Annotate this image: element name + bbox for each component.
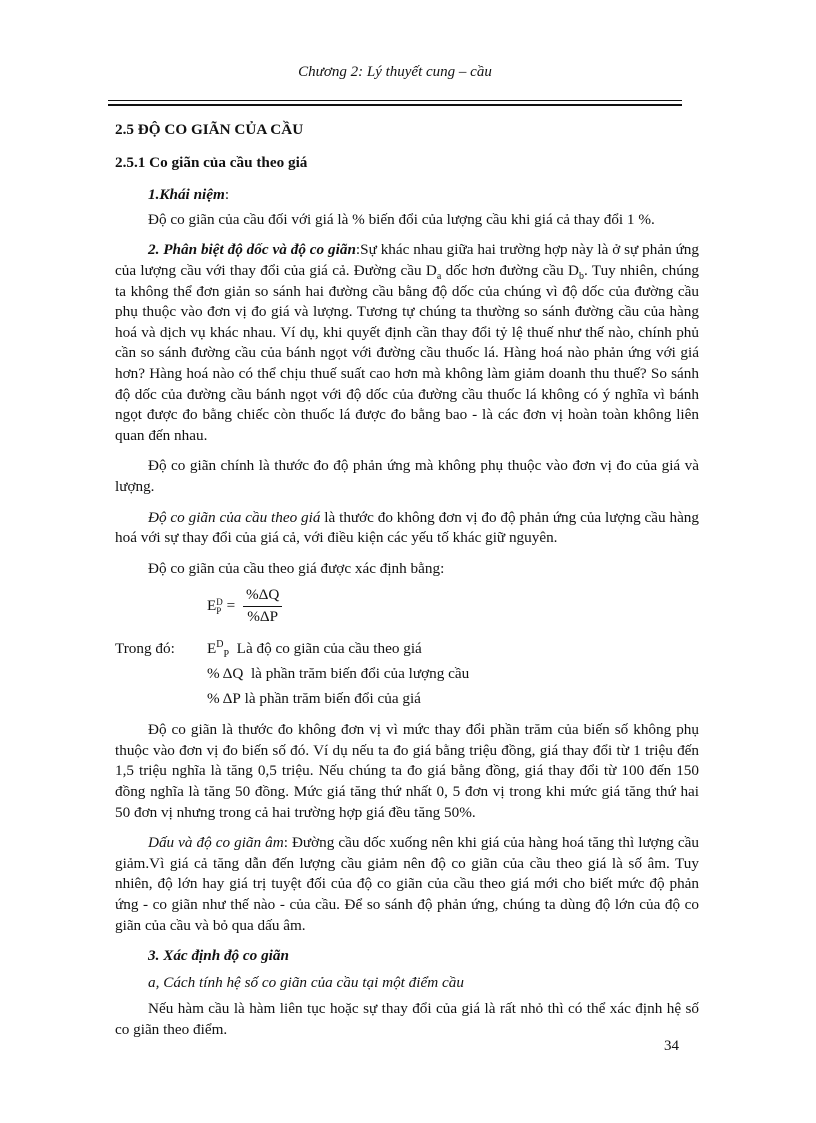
header-rule-thick bbox=[108, 104, 682, 106]
where-desc: là phần trăm biến đổi của lượng cầu bbox=[243, 665, 470, 683]
distinction-text-c: . Tuy nhiên, chúng ta không thể đơn giản so sánh hai đường cầu bằng độ dốc của chúng vì độ dốc của đường cầu phụ thuộc vào đơn vị đo giá và lượng. Tương tự chúng ta thường so sánh đường cầu của hàng hoá và dịch vụ khác nhau. Ví dụ, khi quyết định cần thay đổi tỷ lệ thuế như thế nào, chính phủ cần so sánh đường cầu của bánh ngọt với đường cầu thuốc lá. Hàng hoá nào phản ứng với giá hơn? Hàng hoá nào có thể chịu thuế suất cao hơn mà không làm giảm doanh thu thuế? So sánh độ dốc của đường cầu bánh ngọt với độ dốc của đường cầu thuốc lá không có ý nghĩa vì bánh ngọt được đo bằng chiếc còn thuốc lá được đo bằng bao - là các đơn vị hoàn toàn không liên quan đến nhau. bbox=[115, 261, 700, 444]
where-symbol-sub: P bbox=[223, 649, 230, 661]
sign-paragraph bbox=[115, 833, 699, 936]
definition-term: Độ co giãn của cầu theo giá bbox=[148, 508, 321, 526]
chapter-header: Chương 2: Lý thuyết cung – cầu bbox=[298, 64, 492, 80]
definition-text: là thước đo không đơn vị đo độ phản ứng của lượng cầu hàng hoá với sự thay đổi của giá cả, với điều kiện các yếu tố khác giữ nguyên. bbox=[115, 508, 699, 547]
formula-fraction bbox=[243, 585, 282, 627]
where-row bbox=[115, 662, 699, 687]
subsection-heading: 2.5.1 Co giãn của cầu theo giá bbox=[115, 153, 308, 171]
concept-label: 1.Khái niệm bbox=[148, 186, 225, 204]
where-symbol: % ΔQ bbox=[207, 665, 244, 683]
determine-paragraph: Nếu hàm cầu là hàm liên tục hoặc sự thay đổi của giá là rất nhỏ thì có thể xác định hệ số co giãn theo điểm. bbox=[115, 1000, 699, 1038]
where-symbol-sup: D bbox=[216, 639, 224, 651]
header-rule-thin bbox=[108, 100, 682, 101]
page-number: 34 bbox=[664, 1038, 679, 1054]
formula-numerator: %ΔQ bbox=[243, 585, 282, 607]
section-heading: 2.5 ĐỘ CO GIÃN CỦA CẦU bbox=[115, 121, 304, 138]
where-symbol: % ΔP bbox=[207, 690, 241, 708]
concept-label-suffix: : bbox=[224, 186, 230, 204]
where-desc: là phần trăm biến đổi của giá bbox=[240, 690, 421, 708]
measure-paragraph: Độ co giãn chính là thước đo độ phản ứng mà không phụ thuộc vào đơn vị đo của giá và lượng. bbox=[115, 457, 699, 495]
sign-text: : Đường cầu dốc xuống nên khi giá của hàng hoá tăng thì lượng cầu giảm.Vì giá cả tăng dẫn đến lượng cầu giảm nên độ co giãn của cầu theo giá là số âm. Tuy nhiên, độ lớn hay giá trị tuyệt đối của độ co giãn của cầu theo giá mới cho biết mức độ phản ứng - co giãn như thế nào - của cầu. Để so sánh độ phản ứng, chúng ta dùng độ lớn của độ co giãn của cầu và bỏ qua dấu âm. bbox=[115, 834, 700, 934]
sign-term: Dấu và độ co giãn âm bbox=[148, 834, 284, 852]
where-definitions bbox=[115, 637, 699, 712]
concept-paragraph: Độ co giãn của cầu đối với giá là % biến đổi của lượng cầu khi giá cả thay đổi 1 %. bbox=[148, 210, 655, 228]
where-symbol bbox=[207, 639, 229, 660]
where-row bbox=[115, 687, 699, 712]
formula-denominator: %ΔP bbox=[247, 607, 279, 625]
where-row bbox=[115, 637, 699, 662]
where-desc: Là độ co giãn của cầu theo giá bbox=[229, 640, 422, 658]
determine-label: 3. Xác định độ co giãn bbox=[148, 947, 289, 965]
formula-lhs-sup: D bbox=[216, 596, 223, 607]
concept-label-line bbox=[115, 185, 699, 206]
formula-lhs-symbol: E bbox=[207, 596, 217, 614]
formula-equals: = bbox=[222, 596, 239, 614]
unitless-paragraph: Độ co giãn là thước đo không đơn vị vì mức thay đổi phần trăm của biến số không phụ thuộc vào đơn vị đo biến số đó. Ví dụ nếu ta đo giá bằng triệu đồng, giá thay đổi từ 1 triệu đến 1,5 triệu nghĩa là tăng 0,5 triệu. Nếu chúng ta đo giá bằng đồng, giá thay đổi từ 100 đến 150 đồng nghĩa là tăng 50 đồng. Mức giá tăng thứ nhất 0, 5 đơn vị trong khi mức giá tăng thứ hai 50 đơn vị nhưng trong cả hai trường hợp giá đều tăng 50%. bbox=[115, 721, 699, 821]
formula-lhs-sub: P bbox=[216, 605, 222, 616]
subscript-a: a bbox=[436, 271, 442, 282]
where-label: Trong đó: bbox=[115, 640, 175, 658]
formula-intro: Độ co giãn của cầu theo giá được xác định bằng: bbox=[148, 559, 445, 577]
page-content bbox=[115, 120, 699, 1051]
definition-paragraph bbox=[115, 508, 699, 549]
distinction-text-a: :Sự khác nhau giữa hai trường hợp này là ở sự phản ứng của lượng cầu với thay đổi của giá cả. Đường cầu D bbox=[115, 241, 699, 279]
determine-sub-label: a, Cách tính hệ số co giãn của cầu tại một điểm cầu bbox=[148, 973, 464, 991]
distinction-paragraph bbox=[115, 240, 699, 446]
determine-label-line bbox=[115, 946, 699, 967]
distinction-label: 2. Phân biệt độ dốc và độ co giãn bbox=[148, 241, 356, 259]
where-symbol-text: E bbox=[207, 640, 217, 658]
elasticity-formula bbox=[207, 583, 699, 629]
subscript-b: b bbox=[579, 271, 585, 282]
distinction-text-b: dốc hơn đường cầu D bbox=[441, 261, 580, 279]
formula-lhs bbox=[207, 596, 223, 617]
